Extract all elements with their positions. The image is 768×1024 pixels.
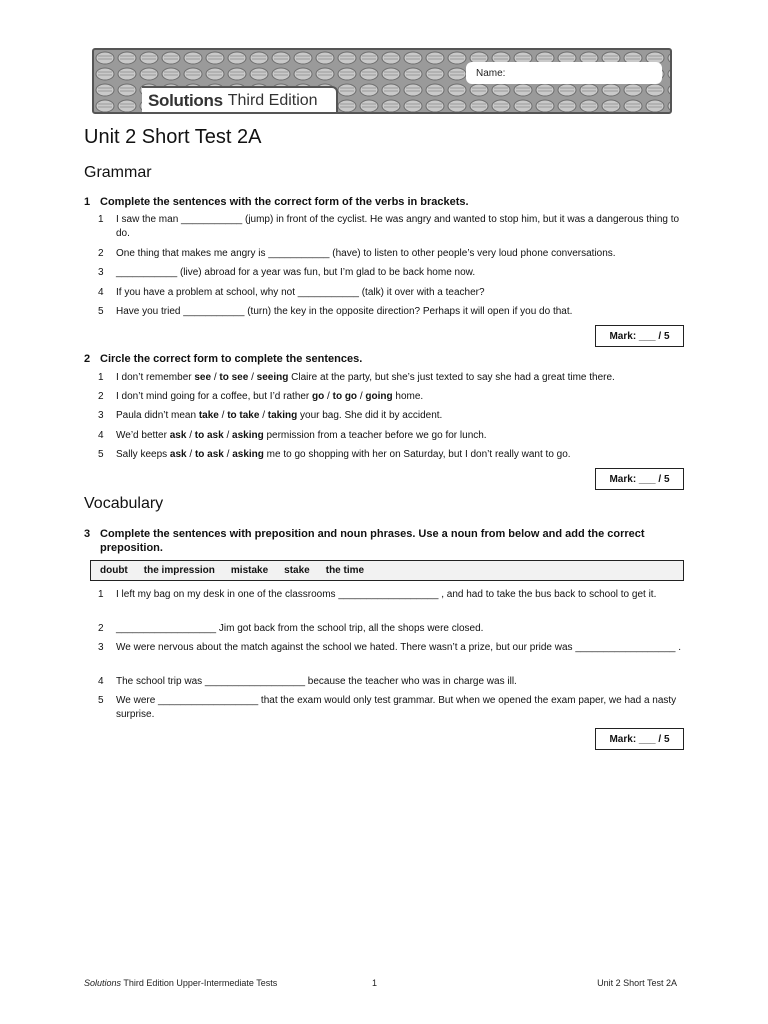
item-number: 1 xyxy=(98,372,104,383)
answer-option[interactable]: see xyxy=(194,372,212,383)
exercise-1-item-4 xyxy=(98,286,684,300)
item-number: 3 xyxy=(98,642,104,653)
mark-box-2: Mark: ___ / 5 xyxy=(595,468,684,490)
section-grammar: Grammar xyxy=(84,164,152,181)
exercise-3-item-1 xyxy=(98,588,684,602)
exercise-2-heading xyxy=(84,352,684,366)
exercise-2-item-2 xyxy=(98,390,684,404)
answer-option[interactable]: asking xyxy=(232,430,264,441)
exercise-3-item-5 xyxy=(98,694,684,722)
name-label: Name: xyxy=(476,67,506,79)
page-title: Unit 2 Short Test 2A xyxy=(84,126,262,148)
item-text: Paula didn’t mean take / to take / taking your bag. She did it by accident. xyxy=(116,410,443,421)
answer-option[interactable]: seeing xyxy=(256,372,289,383)
section-vocabulary: Vocabulary xyxy=(84,495,164,512)
answer-option[interactable]: go xyxy=(312,391,325,402)
item-number: 2 xyxy=(98,248,104,259)
item-text: We were nervous about the match against the school we hated. There wasn’t a prize, but our pride was __________________ . xyxy=(116,642,681,653)
item-text: I don’t remember see / to see / seeing Claire at the party, but she’s just texted to say she had a great time there. xyxy=(116,372,615,383)
footer-right: Unit 2 Short Test 2A xyxy=(597,978,677,988)
item-number: 2 xyxy=(98,391,104,402)
answer-option[interactable]: going xyxy=(365,391,393,402)
item-text: One thing that makes me angry is ___________ (have) to listen to other people’s very loud phone conversations. xyxy=(116,248,616,259)
word-box-item: the time xyxy=(325,565,365,576)
header-banner xyxy=(92,48,672,114)
item-number: 5 xyxy=(98,695,104,706)
item-text: __________________ Jim got back from the school trip, all the shops were closed. xyxy=(116,623,484,634)
exercise-3-item-4 xyxy=(98,675,684,689)
item-text: I don’t mind going for a coffee, but I’d rather go / to go / going home. xyxy=(116,391,424,402)
exercise-1-item-5 xyxy=(98,305,684,319)
item-text: Sally keeps ask / to ask / asking me to go shopping with her on Saturday, but I don’t really want to go. xyxy=(116,449,571,460)
item-text: The school trip was __________________ because the teacher who was in charge was ill. xyxy=(116,676,517,687)
exercise-instruction: Complete the sentences with the correct form of the verbs in brackets. xyxy=(100,196,469,208)
answer-option[interactable]: to take xyxy=(227,410,260,421)
exercise-2-item-3 xyxy=(98,409,684,423)
answer-option[interactable]: taking xyxy=(267,410,298,421)
brand-main: Solutions xyxy=(148,91,223,110)
exercise-instruction: Complete the sentences with preposition and noun phrases. Use a noun from below and add the correct preposition. xyxy=(100,528,645,554)
footer-series: Third Edition Upper-Intermediate Tests xyxy=(121,978,278,988)
exercise-1-item-3 xyxy=(98,266,684,280)
item-number: 2 xyxy=(98,623,104,634)
exercise-number: 2 xyxy=(84,353,91,365)
exercise-instruction: Circle the correct form to complete the sentences. xyxy=(100,353,363,365)
word-box-item: stake xyxy=(284,565,310,576)
mark-box-3: Mark: ___ / 5 xyxy=(595,728,684,750)
answer-option[interactable]: to ask xyxy=(194,430,224,441)
item-text: We were __________________ that the exam would only test grammar. But when we opened the exam paper, we had a nasty surprise. xyxy=(116,695,677,720)
word-box-item: the impression xyxy=(143,565,215,576)
exercise-2-item-1 xyxy=(98,371,684,385)
item-number: 1 xyxy=(98,214,104,225)
word-box xyxy=(90,560,684,581)
item-text: I saw the man ___________ (jump) in front of the cyclist. He was angry and wanted to stop him, but it was a dangerous thing to do. xyxy=(116,214,680,239)
exercise-number: 1 xyxy=(84,196,91,208)
word-box-item: doubt xyxy=(100,565,128,576)
answer-option[interactable]: ask xyxy=(169,430,187,441)
answer-option[interactable]: take xyxy=(198,410,219,421)
answer-option[interactable]: to ask xyxy=(194,449,224,460)
item-number: 4 xyxy=(98,430,104,441)
exercise-3-heading xyxy=(84,527,684,555)
exercise-3-item-3 xyxy=(98,641,684,655)
exercise-3-item-2 xyxy=(98,622,684,636)
brand-logo xyxy=(142,86,338,114)
name-field[interactable] xyxy=(466,62,662,84)
footer-brand: Solutions xyxy=(84,978,122,988)
item-number: 4 xyxy=(98,676,104,687)
item-number: 3 xyxy=(98,267,104,278)
brand-sub: Third Edition xyxy=(227,92,318,109)
mark-box-1: Mark: ___ / 5 xyxy=(595,325,684,347)
item-number: 5 xyxy=(98,449,104,460)
item-text: ___________ (live) abroad for a year was fun, but I’m glad to be back home now. xyxy=(116,267,476,278)
exercise-1-heading xyxy=(84,195,684,209)
item-number: 1 xyxy=(98,589,104,600)
exercise-2-item-4 xyxy=(98,429,684,443)
answer-option[interactable]: asking xyxy=(232,449,264,460)
exercise-1-item-2 xyxy=(98,247,684,261)
item-text: If you have a problem at school, why not ___________ (talk) it over with a teacher? xyxy=(116,287,485,298)
item-number: 3 xyxy=(98,410,104,421)
item-text: Have you tried ___________ (turn) the key in the opposite direction? Perhaps it will open if you do that. xyxy=(116,306,573,317)
exercise-1-item-1 xyxy=(98,213,684,241)
exercise-number: 3 xyxy=(84,528,91,540)
answer-option[interactable]: to go xyxy=(332,391,358,402)
item-text: I left my bag on my desk in one of the classrooms __________________ , and had to take the bus back to school to get it. xyxy=(116,589,657,600)
word-box-item: mistake xyxy=(230,565,269,576)
footer-page-number: 1 xyxy=(372,978,378,988)
footer-left xyxy=(84,978,277,988)
item-text: We’d better ask / to ask / asking permission from a teacher before we go for lunch. xyxy=(116,430,487,441)
item-number: 4 xyxy=(98,287,104,298)
answer-option[interactable]: ask xyxy=(169,449,187,460)
answer-option[interactable]: to see xyxy=(219,372,249,383)
exercise-2-item-5 xyxy=(98,448,684,462)
item-number: 5 xyxy=(98,306,104,317)
